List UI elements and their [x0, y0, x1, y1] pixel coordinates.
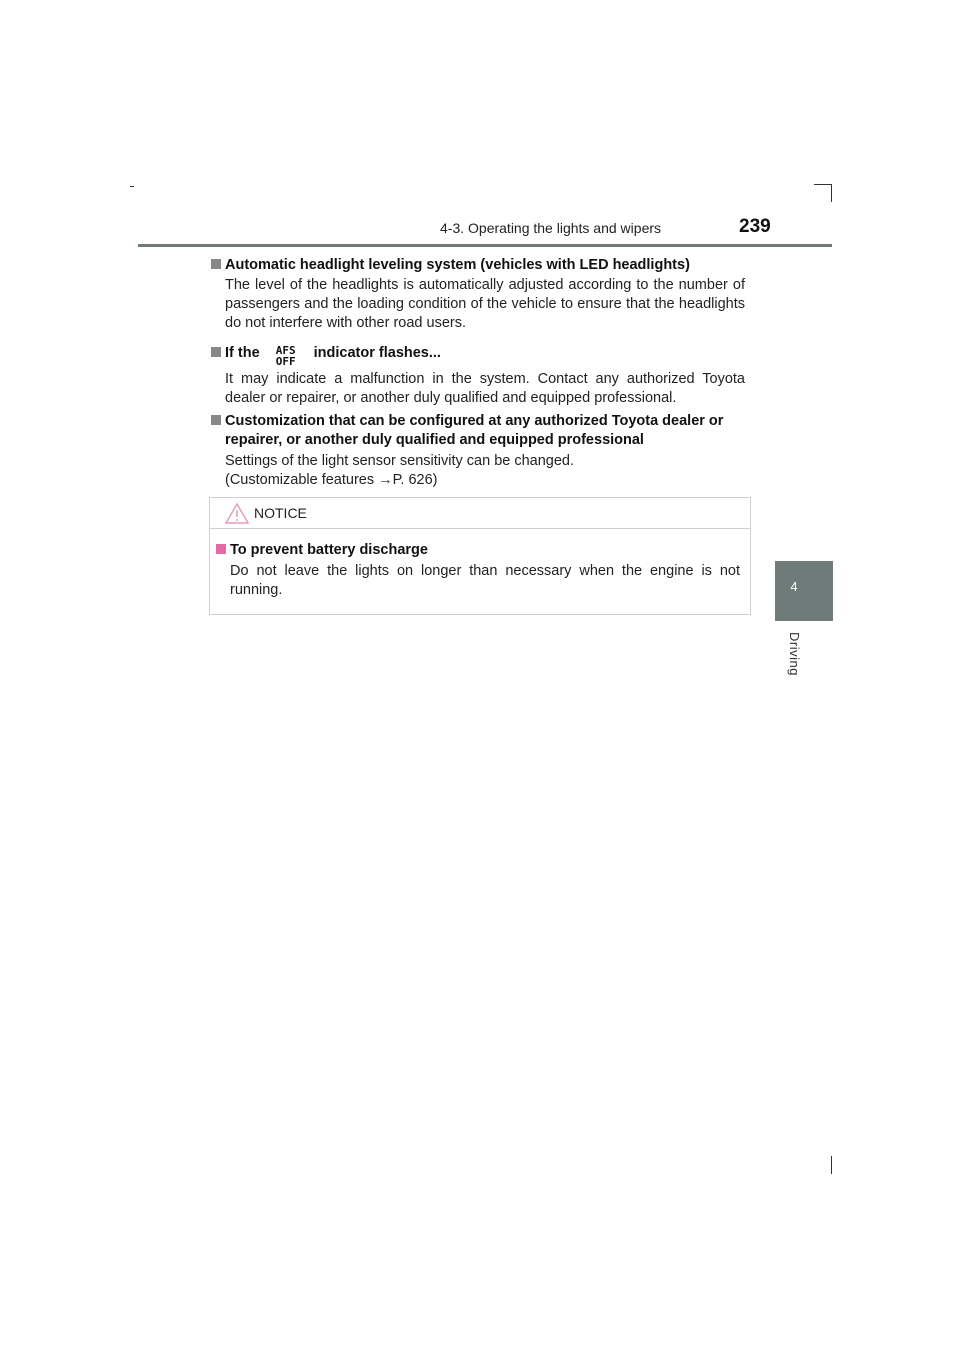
- crop-mark: [831, 1156, 832, 1174]
- crop-mark: [831, 184, 832, 202]
- bullet-square: [211, 415, 221, 425]
- crop-mark: [130, 186, 134, 187]
- page-number: 239: [739, 216, 771, 237]
- warning-triangle-icon: [224, 502, 250, 524]
- section-body: Settings of the light sensor sensitivity can be changed. (Customizable features →P. 626): [225, 453, 575, 488]
- section-heading: If the AFS OFFindicator flashes...: [211, 344, 441, 367]
- afs-off-indicator-icon: AFS OFF: [275, 344, 296, 368]
- bullet-square: [211, 259, 221, 269]
- chapter-number: 4: [790, 579, 798, 594]
- notice-label: NOTICE: [254, 505, 307, 521]
- crop-mark: [814, 184, 832, 185]
- bullet-square: [211, 347, 221, 357]
- section-title: 4-3. Operating the lights and wipers: [440, 220, 662, 236]
- notice-box: [209, 497, 751, 615]
- header-rule: [138, 244, 832, 247]
- notice-body: Do not leave the lights on longer than necessary when the engine is not running.: [230, 563, 740, 598]
- section-heading: Customization that can be configured at any authorized Toyota dealer or repairer, or another duly qualified and equipped professional: [211, 412, 723, 450]
- bullet-square: [216, 544, 226, 554]
- notice-heading: To prevent battery discharge: [216, 542, 428, 558]
- section-body: The level of the headlights is automatically adjusted according to the number of passengers and the loading condition of the vehicle to ensure that the headlights do not interfere with other road users.: [225, 277, 745, 331]
- notice-header: [210, 498, 750, 529]
- section-body: It may indicate a malfunction in the system. Contact any authorized Toyota dealer or repairer, or another duly qualified and equipped professional.: [225, 371, 745, 406]
- chapter-label: Driving: [787, 632, 802, 676]
- section-heading: Automatic headlight leveling system (vehicles with LED headlights): [211, 256, 690, 275]
- chapter-tab: [775, 561, 833, 621]
